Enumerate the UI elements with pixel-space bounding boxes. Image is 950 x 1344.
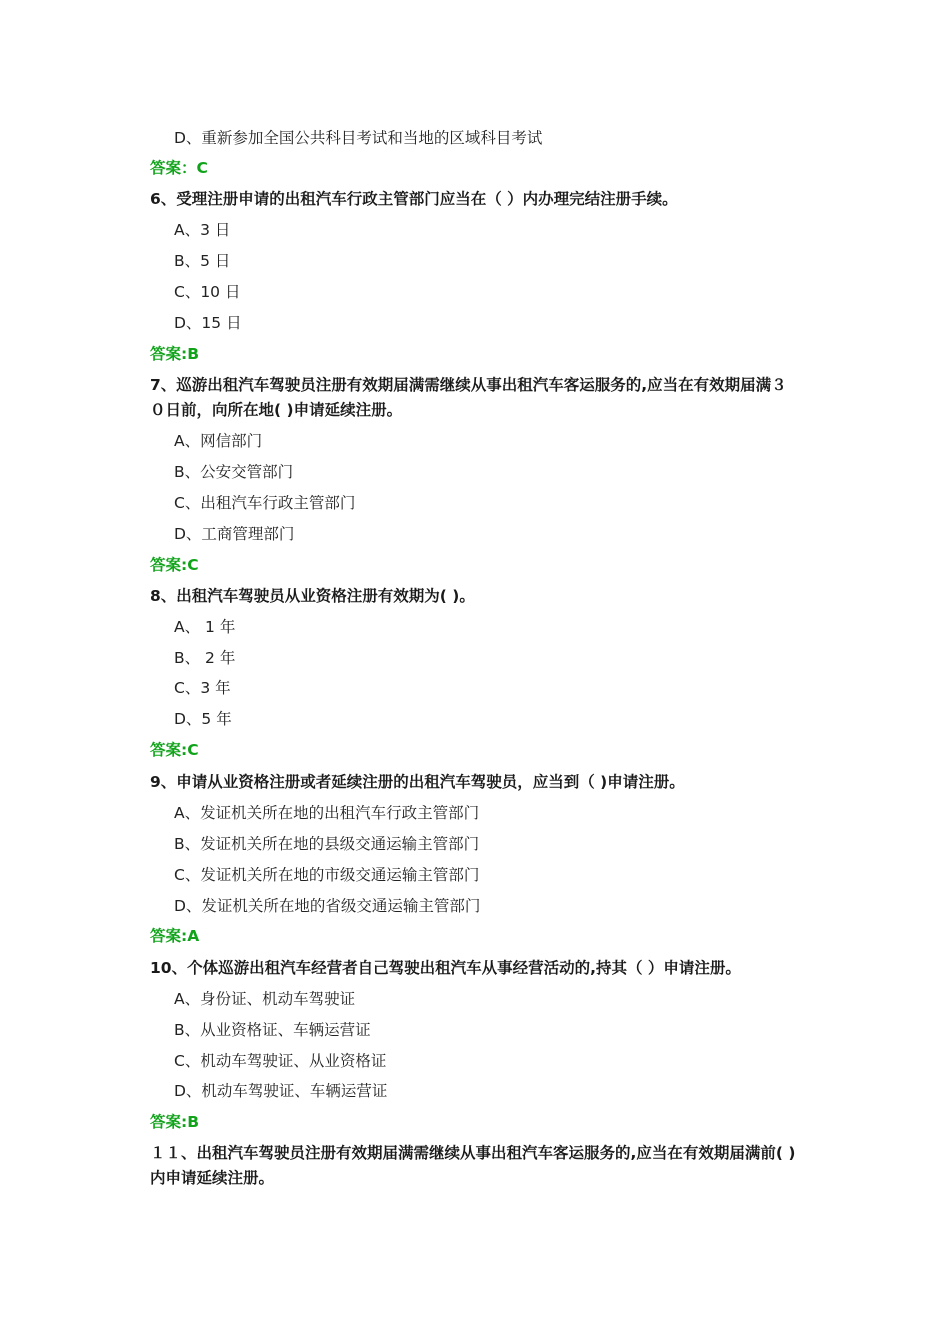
option-6a: A、3 日 (174, 221, 231, 239)
option-8a: A、 1 年 (174, 618, 236, 636)
question-9: 9、申请从业资格注册或者延续注册的出租汽车驾驶员，应当到（ )申请注册。 (150, 773, 685, 791)
answer-5: 答案：C (150, 159, 208, 177)
question-8: 8、出租汽车驾驶员从业资格注册有效期为( )。 (150, 587, 475, 605)
option-8d: D、5 年 (174, 710, 232, 728)
option-6d: D、15 日 (174, 314, 242, 332)
option-10b: B、从业资格证、车辆运营证 (174, 1021, 371, 1039)
option-8b: B、 2 年 (174, 649, 236, 667)
option-5d: D、重新参加全国公共科目考试和当地的区域科目考试 (174, 129, 543, 147)
option-9a: A、发证机关所在地的出租汽车行政主管部门 (174, 804, 480, 822)
option-9c: C、发证机关所在地的市级交通运输主管部门 (174, 866, 480, 884)
question-7: 7、巡游出租汽车驾驶员注册有效期届满需继续从事出租汽车客运服务的,应当在有效期届满３０日前，向所在地( )申请延续注册。 (150, 376, 787, 419)
option-6c: C、10 日 (174, 283, 241, 301)
answer-6: 答案:B (150, 345, 200, 363)
option-10d: D、机动车驾驶证、车辆运营证 (174, 1082, 388, 1100)
option-7c: C、出租汽车行政主管部门 (174, 494, 356, 512)
question-6: 6、受理注册申请的出租汽车行政主管部门应当在（ ）内办理完结注册手续。 (150, 190, 678, 208)
option-7b: B、公安交管部门 (174, 463, 294, 481)
answer-10: 答案:B (150, 1113, 200, 1131)
option-6b: B、5 日 (174, 252, 231, 270)
option-7d: D、工商管理部门 (174, 525, 295, 543)
question-10: 10、个体巡游出租汽车经营者自己驾驶出租汽车从事经营活动的,持其（ ）申请注册。 (150, 959, 741, 977)
answer-9: 答案:A (150, 927, 200, 945)
option-10c: C、机动车驾驶证、从业资格证 (174, 1052, 387, 1070)
question-11: １１、出租汽车驾驶员注册有效期届满需继续从事出租汽车客运服务的,应当在有效期届满前( )内申请延续注册。 (150, 1144, 796, 1187)
option-8c: C、3 年 (174, 679, 231, 697)
answer-8: 答案:C (150, 741, 199, 759)
option-9b: B、发证机关所在地的县级交通运输主管部门 (174, 835, 480, 853)
answer-7: 答案:C (150, 556, 199, 574)
option-9d: D、发证机关所在地的省级交通运输主管部门 (174, 897, 481, 915)
option-7a: A、网信部门 (174, 432, 263, 450)
option-10a: A、身份证、机动车驾驶证 (174, 990, 356, 1008)
